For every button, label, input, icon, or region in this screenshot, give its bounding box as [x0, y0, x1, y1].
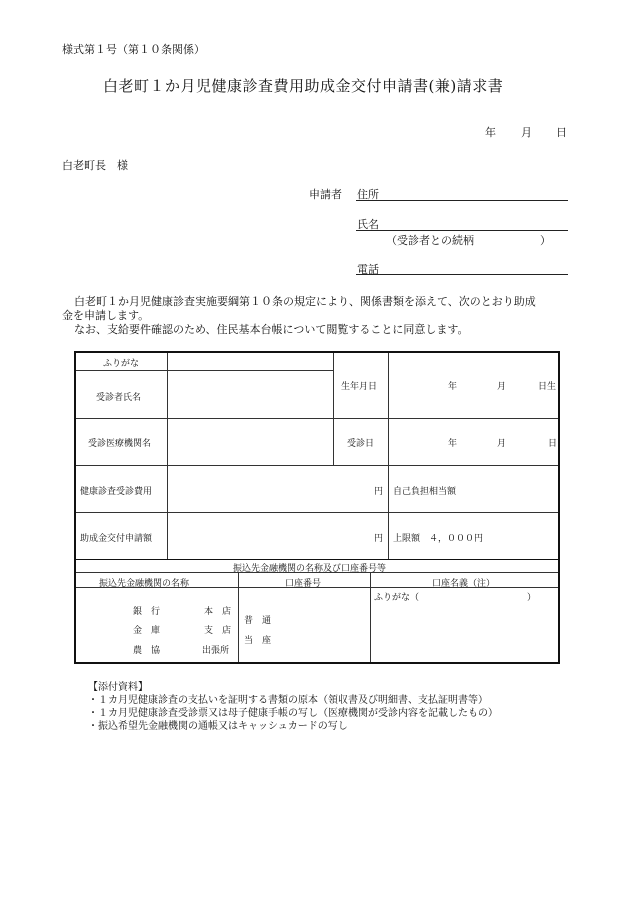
- institution-input[interactable]: [168, 419, 333, 465]
- holder-furigana: ふりがな（ ）: [374, 593, 537, 603]
- request-unit: 円: [374, 534, 384, 544]
- body-paragraph-2: なお、支給要件確認のため、住民基本台帳について閲覧することに同意します。: [74, 323, 469, 336]
- name-label: 氏名: [357, 218, 379, 231]
- body-paragraph-1-line-1: 白老町１か月児健康診査実施要綱第１０条の規定により、関係書類を添えて、次のとおり助成: [74, 295, 536, 308]
- self-pay-label: 自己負担相当額: [393, 487, 457, 497]
- bank-name-header: 振込先金融機関の名称: [99, 579, 190, 589]
- attachment-item: ・１カ月児健康診査受診票又は母子健康手帳の写し（医療機関が受診内容を記載したもの）: [88, 708, 498, 719]
- addressee: 白老町長 様: [62, 159, 128, 172]
- limit-amount: 上限額 ４，０００円: [393, 534, 484, 544]
- applicant-label: 申請者: [309, 188, 342, 201]
- birthdate-label: 生年月日: [341, 382, 378, 392]
- date-month: 月: [521, 126, 532, 139]
- phone-label: 電話: [357, 263, 379, 276]
- cost-input[interactable]: [168, 466, 388, 512]
- account-number-input[interactable]: [290, 588, 370, 662]
- bank-type-shinkin[interactable]: 金 庫: [133, 626, 161, 636]
- visit-date-label: 受診日: [347, 439, 375, 449]
- account-holder-header: 口座名義（注）: [432, 579, 496, 589]
- page-title: 白老町１か月児健康診査費用助成金交付申請書(兼)請求書: [103, 77, 504, 95]
- cost-label: 健康診査受診費用: [80, 487, 153, 497]
- attachment-item: ・振込希望先金融機関の通帳又はキャッシュカードの写し: [88, 721, 348, 732]
- address-line[interactable]: [356, 200, 568, 201]
- visit-year: 年: [448, 439, 458, 449]
- account-type-savings[interactable]: 普 通: [244, 616, 272, 626]
- account-type-checking[interactable]: 当 座: [244, 636, 272, 646]
- branch-type-main[interactable]: 本 店: [204, 607, 232, 617]
- furigana-input[interactable]: [168, 353, 333, 370]
- relationship-field: （受診者との続柄 ）: [386, 234, 551, 247]
- rule-row-4: [76, 559, 558, 560]
- request-label: 助成金交付申請額: [80, 534, 153, 544]
- furigana-label: ふりがな: [103, 359, 140, 369]
- bank-type-noukyo[interactable]: 農 協: [133, 646, 161, 656]
- rule-col-mid-2: [388, 353, 389, 559]
- cost-unit: 円: [374, 487, 384, 497]
- form-number: 様式第１号（第１０条関係）: [62, 43, 205, 56]
- branch-type-office[interactable]: 出張所: [202, 646, 230, 656]
- bank-type-bank[interactable]: 銀 行: [133, 607, 161, 617]
- name-line[interactable]: [356, 230, 568, 231]
- attachment-item: ・１カ月児健康診査の支払いを証明する書類の原本（領収書及び明細書、支払証明書等）: [88, 695, 488, 706]
- attachments-title: 【添付資料】: [88, 682, 148, 693]
- branch-type-branch[interactable]: 支 店: [204, 626, 232, 636]
- date-day: 日: [556, 126, 567, 139]
- bank-section-title: 振込先金融機関の名称及び口座番号等: [233, 564, 387, 574]
- visit-day: 日: [548, 439, 558, 449]
- birthdate-year: 年: [448, 382, 458, 392]
- patient-name-label: 受診者氏名: [96, 393, 142, 403]
- body-paragraph-1-line-2: 金を申請します。: [62, 309, 150, 322]
- request-input[interactable]: [168, 513, 388, 559]
- birthdate-day: 日生: [538, 382, 557, 392]
- address-label: 住所: [357, 188, 379, 201]
- patient-name-input[interactable]: [168, 371, 333, 418]
- rule-col-bank-1: [238, 572, 239, 662]
- rule-col-mid-1: [333, 353, 334, 465]
- phone-line[interactable]: [356, 274, 568, 275]
- account-number-header: 口座番号: [285, 579, 322, 589]
- visit-month: 月: [497, 439, 507, 449]
- account-holder-input[interactable]: [371, 604, 558, 662]
- institution-label: 受診医療機関名: [88, 439, 152, 449]
- birthdate-month: 月: [497, 382, 507, 392]
- date-year: 年: [485, 126, 496, 139]
